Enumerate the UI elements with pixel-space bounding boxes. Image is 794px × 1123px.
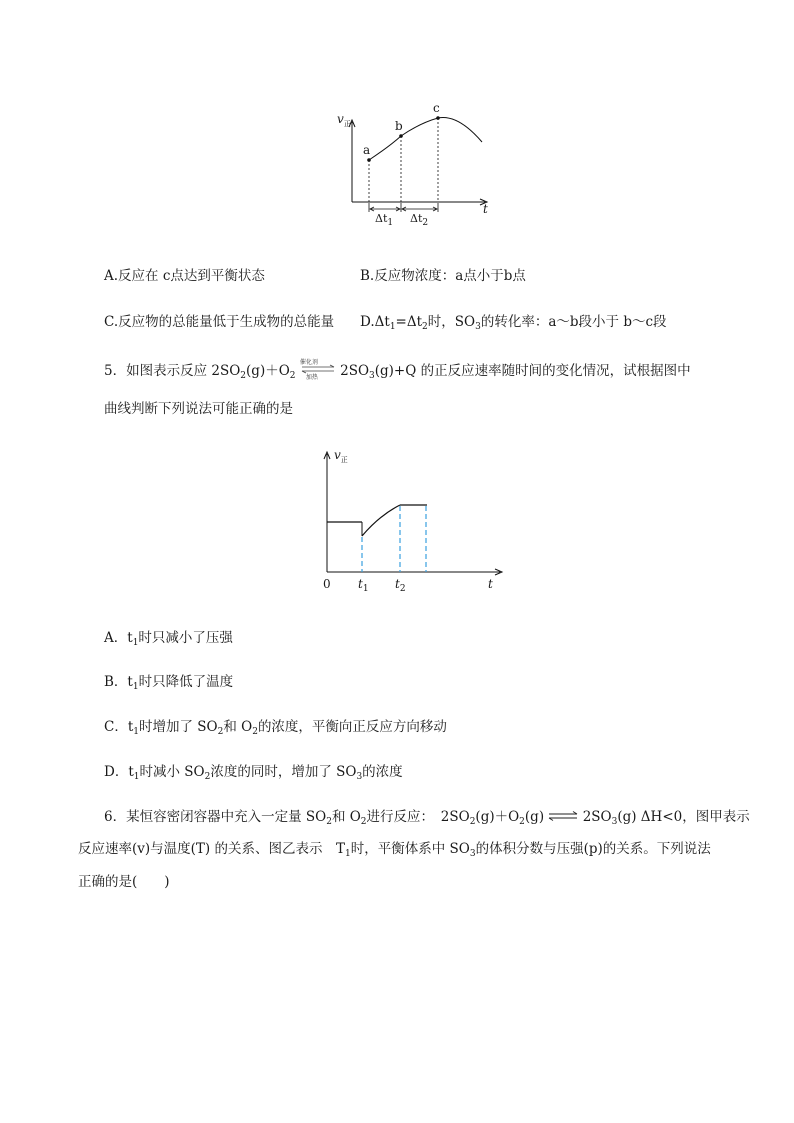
q5-stem-line1: 5．如图表示反应 $2SO_2(g)+O_2$ 催化剂 加热 $2SO_3(g)+Q$ 的正反应速率随时间的变化情况，试根据图中 (104, 359, 691, 381)
q6-stem-line3: 正确的是( ) (78, 874, 170, 890)
fig1-delta-t1: $\Delta t_1$ (375, 212, 394, 228)
fig2-t1: $t_1$ (358, 577, 369, 594)
q5-stem-line2: 曲线判断下列说法可能正确的是 (104, 401, 293, 417)
q5-option-c: C．$t_1$时增加了 $SO_2$和 $O_2$的浓度，平衡向正反应方向移动 (104, 719, 447, 737)
fig2-t2: $t_2$ (395, 577, 406, 594)
fig1-point-c: c (433, 101, 440, 115)
q6-stem-line1: 6．某恒容密闭容器中充入一定量 $SO_2$和 $O_2$进行反应： $2SO_2(g)+O_2(g)$ $2SO_3(g)$ ΔH<0，图甲表示 (104, 809, 750, 827)
q5-option-b: B．$t_1$时只降低了温度 (104, 674, 234, 692)
fig1-point-b: b (395, 119, 403, 133)
fig2-y-label: $v_正$ (334, 448, 348, 464)
q5-option-a: A．$t_1$时只减小了压强 (104, 630, 233, 648)
figure-rate-curve-1 (330, 100, 500, 235)
q4-option-b: B.反应物浓度：a点小于b点 (360, 268, 526, 284)
fig2-origin: 0 (323, 577, 331, 591)
reversible-arrow-icon: 催化剂 加热 (300, 363, 336, 377)
figure-rate-curve-2 (310, 440, 510, 600)
q5-option-d: D．$t_1$时减小 $SO_2$浓度的同时，增加了 $SO_3$的浓度 (104, 764, 403, 782)
q4-option-a: A.反应在 c点达到平衡状态 (104, 268, 265, 284)
fig1-delta-t2: $\Delta t_2$ (410, 212, 429, 228)
fig2-x-label: t (488, 577, 493, 591)
fig1-x-label: t (483, 202, 488, 216)
fig1-point-a: a (363, 143, 371, 157)
fig1-y-label: $v_正$ (337, 112, 351, 128)
q4-option-d: $D.\Delta t_1=\Delta t_2$时，$SO_3$的转化率：a～b段小于 b～c段 (360, 314, 667, 332)
equilibrium-arrow-icon (548, 811, 578, 821)
q6-stem-line2: 反应速率(v)与温度(T) 的关系、图乙表示 $T_1$时，平衡体系中 $SO_3$的体积分数与压强(p)的关系。下列说法 (78, 841, 711, 859)
q4-option-c: C.反应物的总能量低于生成物的总能量 (104, 314, 335, 330)
figure-2-svg (310, 440, 510, 600)
